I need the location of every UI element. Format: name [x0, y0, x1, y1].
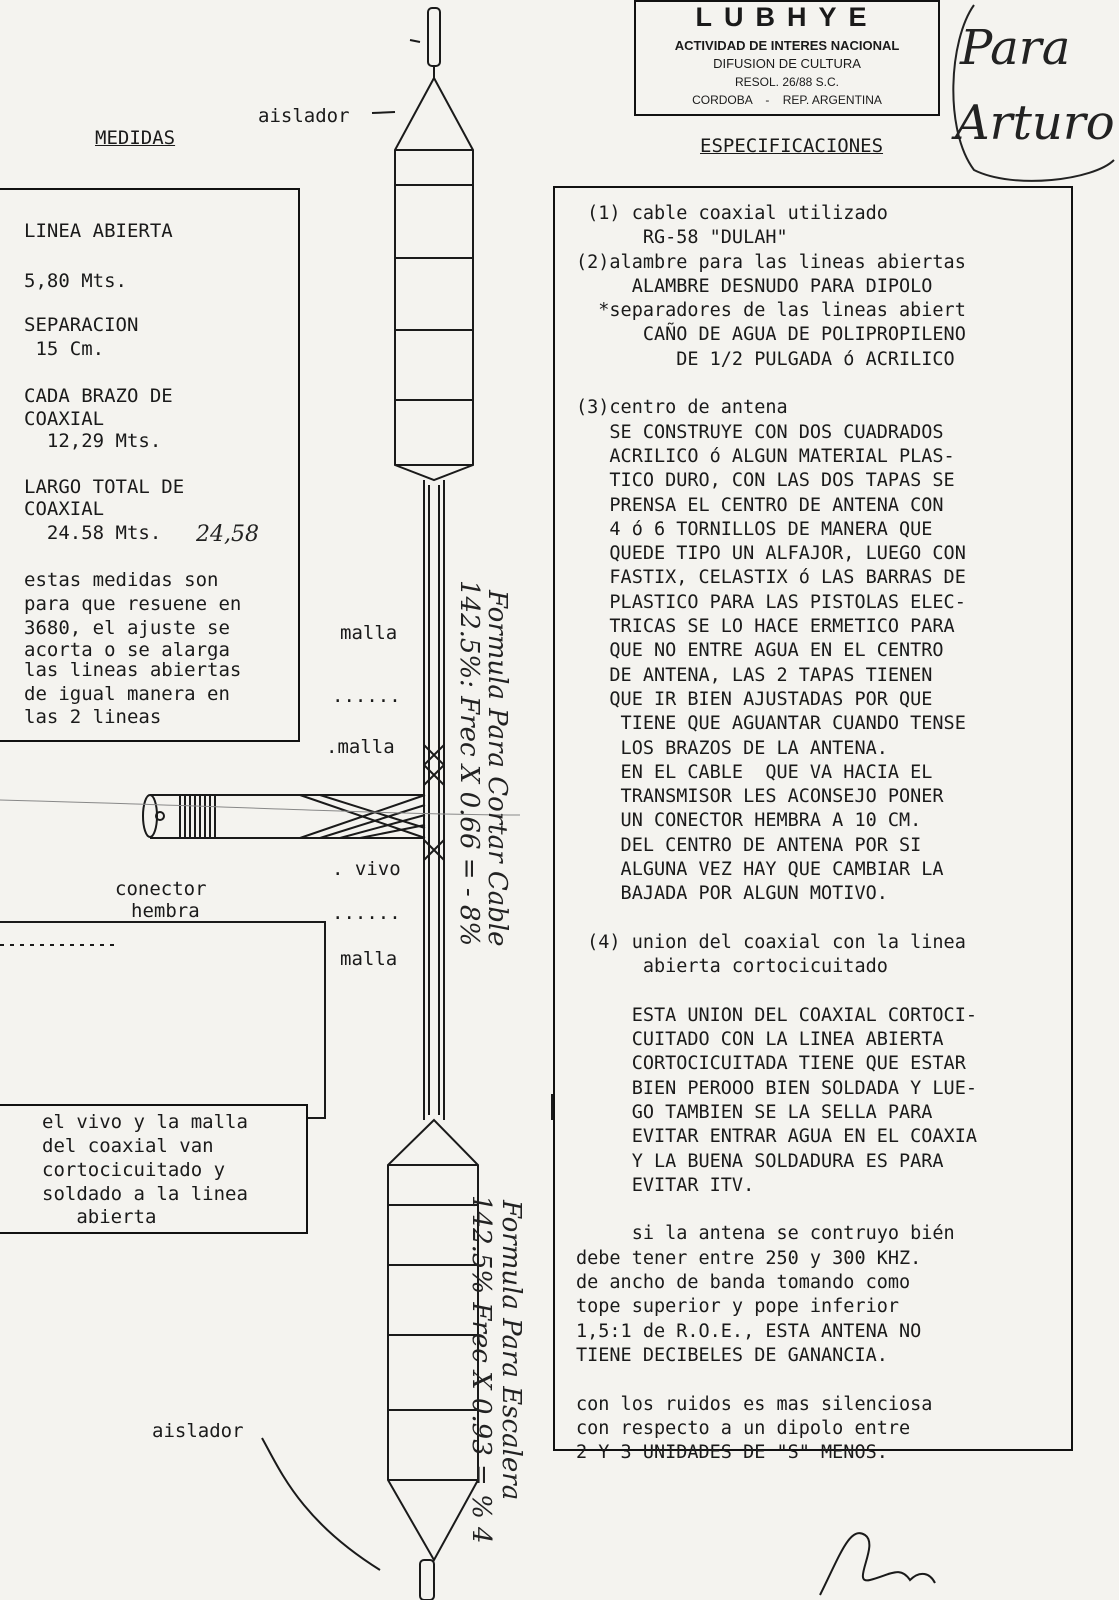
spec-line: TRANSMISOR LES ACONSEJO PONER: [576, 786, 944, 808]
stamp-line-1: ACTIVIDAD DE INTERES NACIONAL: [674, 38, 900, 53]
label-conector: conector: [115, 878, 207, 900]
spec-line: con respecto a un dipolo entre: [576, 1417, 911, 1439]
specs-text: [576, 205, 1071, 1468]
measure-line: 5,80 Mts.: [24, 270, 127, 292]
label-aislador-bottom: aislador: [152, 1420, 244, 1442]
label-vivo: . vivo: [332, 858, 401, 880]
spec-line: abierta cortocicuitado: [576, 956, 888, 978]
spec-line: [576, 1371, 1071, 1395]
measure-line: 24.58 Mts.: [24, 522, 162, 544]
measure-line: acorta o se alarga: [24, 639, 230, 661]
spec-line: QUE IR BIEN AJUSTADAS POR QUE: [576, 688, 933, 710]
signature: [810, 1525, 1010, 1600]
spec-line: Y LA BUENA SOLDADURA ES PARA: [576, 1150, 944, 1172]
measure-line: LARGO TOTAL DE: [24, 476, 185, 498]
spec-line: TICO DURO, CON LAS DOS TAPAS SE: [576, 470, 955, 492]
formula-2-line-2: 142.5% Frec X 0.93 = % 4: [466, 1195, 496, 1544]
spec-line: tope superior y pope inferior: [576, 1296, 900, 1318]
spec-line: CORTOCICUITADA TIENE QUE ESTAR: [576, 1053, 966, 1075]
measure-line: las 2 lineas: [24, 706, 162, 728]
spec-line: TIENE QUE AGUANTAR CUANDO TENSE: [576, 713, 966, 735]
spec-line: 4 ó 6 TORNILLOS DE MANERA QUE: [576, 518, 933, 540]
coax-note-line: el vivo y la malla: [42, 1111, 248, 1133]
handwritten-note-line-1: Para: [960, 20, 1071, 76]
spec-line: GO TAMBIEN SE LA SELLA PARA: [576, 1101, 933, 1123]
spec-line: FASTIX, CELASTIX ó LAS BARRAS DE: [576, 567, 966, 589]
spec-line: (2)alambre para las lineas abiertas: [576, 251, 966, 273]
label-hembra: hembra: [131, 900, 200, 922]
especificaciones-heading: ESPECIFICACIONES: [700, 135, 884, 157]
measure-line: las lineas abiertas: [24, 659, 242, 681]
spec-line: QUE NO ENTRE AGUA EN EL CENTRO: [576, 640, 944, 662]
spec-line: PRENSA EL CENTRO DE ANTENA CON: [576, 494, 944, 516]
spec-line: 1,5:1 de R.O.E., ESTA ANTENA NO: [576, 1320, 922, 1342]
label-malla-3: malla: [340, 948, 398, 970]
spec-line: (3)centro de antena: [576, 397, 788, 419]
spec-line: EVITAR ITV.: [576, 1174, 755, 1196]
spec-line: (4) union del coaxial con la linea: [576, 931, 966, 953]
measure-line: COAXIAL: [24, 408, 105, 430]
spec-line: ALGUNA VEZ HAY QUE CAMBIAR LA: [576, 859, 944, 881]
formula-2-line-1: Formula Para Escalera: [496, 1200, 526, 1501]
measure-line: CADA BRAZO DE: [24, 385, 173, 407]
label-aislador-top: aislador: [258, 105, 350, 127]
spec-line: DE 1/2 PULGADA ó ACRILICO: [576, 348, 955, 370]
formula-1-line-1: Formula Para Cortar Cable: [482, 590, 512, 947]
spec-line: LOS BRAZOS DE LA ANTENA.: [576, 737, 888, 759]
spec-line: SE CONSTRUYE CON DOS CUADRADOS: [576, 421, 944, 443]
spec-line: de ancho de banda tomando como: [576, 1272, 911, 1294]
coax-note-line: abierta: [42, 1206, 157, 1228]
spec-line: con los ruidos es mas silenciosa: [576, 1393, 933, 1415]
measure-line: 15 Cm.: [24, 338, 105, 360]
medidas-heading: MEDIDAS: [95, 127, 176, 149]
spec-line: DE ANTENA, LAS 2 TAPAS TIENEN: [576, 664, 933, 686]
spec-line: 2 Y 3 UNIDADES DE "S" MENOS.: [576, 1442, 888, 1464]
label-dots-2: ......: [332, 902, 401, 924]
spec-line: ESTA UNION DEL COAXIAL CORTOCI-: [576, 1004, 977, 1026]
spec-line: si la antena se contruyo bién: [576, 1223, 955, 1245]
spec-line: [576, 375, 1071, 399]
measure-line: SEPARACION: [24, 314, 139, 336]
spec-line: *separadores de las lineas abiert: [576, 300, 966, 322]
spec-line: ACRILICO ó ALGUN MATERIAL PLAS-: [576, 445, 955, 467]
handwritten-note-line-2: Arturo: [955, 95, 1115, 151]
label-malla-2: .malla: [326, 736, 395, 758]
measure-line: estas medidas son: [24, 569, 219, 591]
label-malla-1: malla: [340, 622, 398, 644]
spec-line: QUEDE TIPO UN ALFAJOR, LUEGO CON: [576, 543, 966, 565]
spec-line: CUITADO CON LA LINEA ABIERTA: [576, 1029, 944, 1051]
stamp-line-2: DIFUSION DE CULTURA: [713, 56, 861, 71]
spec-line: EN EL CABLE QUE VA HACIA EL: [576, 761, 933, 783]
coax-note-line: cortocicuitado y: [42, 1159, 226, 1181]
spec-line: DEL CENTRO DE ANTENA POR SI: [576, 834, 922, 856]
measure-line: para que resuene en: [24, 593, 242, 615]
spec-line: RG-58 "DULAH": [576, 227, 788, 249]
stamp-title: LUBHYE: [695, 2, 879, 32]
spec-line: [576, 1201, 1071, 1225]
spec-line: (1) cable coaxial utilizado: [576, 203, 888, 224]
label-dots-1: ......: [332, 685, 401, 707]
spec-line: EVITAR ENTRAR AGUA EN EL COAXIA: [576, 1126, 977, 1148]
spec-line: debe tener entre 250 y 300 KHZ.: [576, 1247, 922, 1269]
spec-line: [576, 910, 1071, 934]
measure-line: de igual manera en: [24, 683, 230, 705]
stamp-line-3: RESOL. 26/88 S.C.: [734, 75, 840, 89]
stamp-line-4: CORDOBA - REP. ARGENTINA: [692, 93, 882, 107]
measure-line: COAXIAL: [24, 498, 105, 520]
spec-line: TRICAS SE LO HACE ERMETICO PARA: [576, 616, 955, 638]
spec-line: TIENE DECIBELES DE GANANCIA.: [576, 1344, 888, 1366]
measure-line: LINEA ABIERTA: [24, 220, 173, 242]
coax-note-line: soldado a la linea: [42, 1183, 248, 1205]
spec-line: CAÑO DE AGUA DE POLIPROPILENO: [576, 324, 966, 346]
spec-line: UN CONECTOR HEMBRA A 10 CM.: [576, 810, 922, 832]
spec-line: PLASTICO PARA LAS PISTOLAS ELEC-: [576, 591, 966, 613]
formula-1-line-2: 142.5%: Frec X 0.66 = - 8%: [454, 580, 484, 947]
measure-handwritten: 24,58: [196, 522, 259, 547]
spec-line: ALAMBRE DESNUDO PARA DIPOLO: [576, 275, 933, 297]
coax-note-line: del coaxial van: [42, 1135, 214, 1157]
spec-line: [576, 983, 1071, 1007]
spec-line: BAJADA POR ALGUN MOTIVO.: [576, 883, 888, 905]
spec-line: BIEN PEROOO BIEN SOLDADA Y LUE-: [576, 1077, 977, 1099]
measure-line: 12,29 Mts.: [24, 430, 162, 452]
measure-line: 3680, el ajuste se: [24, 617, 230, 639]
